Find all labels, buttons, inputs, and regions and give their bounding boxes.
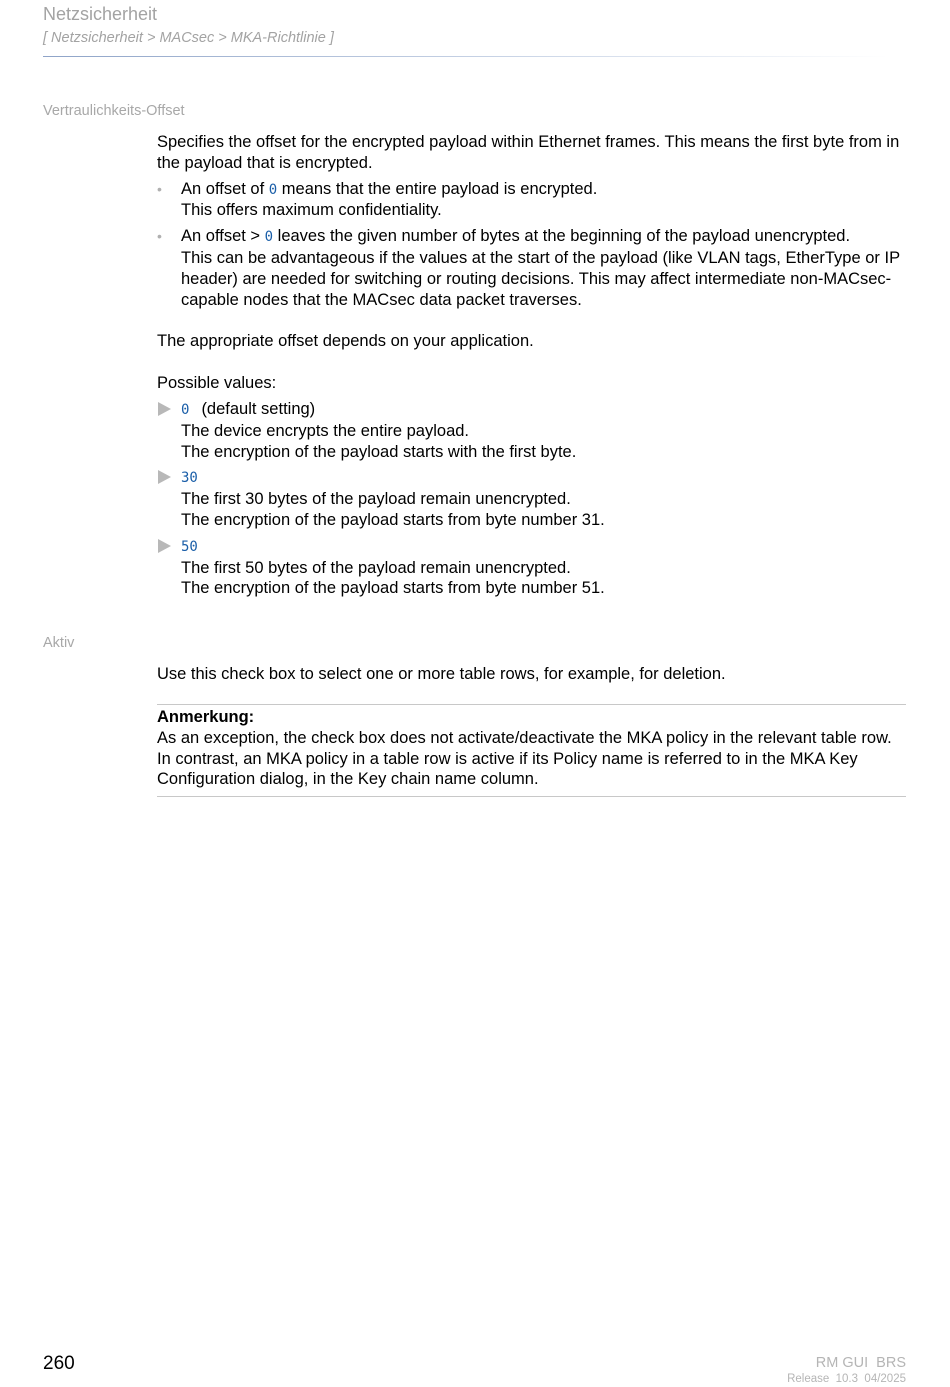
list-item: • An offset > 0 leaves the given number of bytes at the beginning of the payload unencrypted. This can be advantageous if the values at the start of the payload (like VLAN tags, EtherType or IP header) are needed for switching or routing decisions. This may affect intermediate non-MACsec-capable nodes that the MACsec data packet traverses. — [157, 226, 907, 310]
header-divider — [43, 56, 888, 57]
possible-values-list — [157, 399, 907, 599]
note-box — [157, 704, 906, 797]
note-line: As an exception, the check box does not activate/deactivate the MKA policy in the relevant table row. — [157, 728, 892, 747]
note-title: Anmerkung: — [157, 708, 255, 726]
value-code: 0 — [181, 401, 190, 418]
value-suffix: (default setting) — [201, 399, 316, 418]
breadcrumb: [ Netzsicherheit > MACsec > MKA-Richtlinie ] — [43, 30, 334, 46]
value-item: 0 (default setting) The device encrypts the entire payload. The encryption of the payload starts with the first byte. — [157, 399, 907, 462]
offset-description — [157, 132, 907, 604]
triangle-bullet-icon — [158, 402, 171, 416]
offset-bullet-list — [157, 179, 907, 311]
code-value: 0 — [264, 229, 274, 246]
footer-info — [787, 1355, 906, 1387]
param-label-active: Aktiv — [43, 635, 75, 651]
active-text: Use this check box to select one or more table rows, for example, for deletion. — [157, 665, 726, 683]
possible-values-label: Possible values: — [157, 374, 277, 393]
application-note: The appropriate offset depends on your application. — [157, 332, 534, 351]
value-code: 30 — [181, 470, 198, 487]
note-line: In contrast, an MKA policy in a table row is active if its Policy name is referred to in the MKA Key Configuration dialog, in the Key chain name column. — [157, 749, 858, 789]
list-item: • An offset of 0 means that the entire payload is encrypted. This offers maximum confidentiality. — [157, 179, 907, 222]
page-number: 260 — [43, 1353, 75, 1374]
page-header — [43, 3, 906, 49]
value-code: 50 — [181, 538, 198, 555]
offset-intro: Specifies the offset for the encrypted payload within Ethernet frames. This means the first byte from in the payload that is encrypted. — [157, 133, 900, 172]
footer-doc: RM GUI BRS — [815, 1355, 906, 1371]
triangle-bullet-icon — [158, 470, 171, 484]
param-label-offset: Vertraulichkeits-Offset — [43, 103, 185, 119]
value-item: 30 The first 30 bytes of the payload remain unencrypted. The encryption of the payload starts from byte number 31. — [157, 467, 907, 530]
header-title: Netzsicherheit — [43, 4, 158, 24]
triangle-bullet-icon — [158, 539, 171, 553]
footer-release: Release 10.3 04/2025 — [787, 1373, 906, 1385]
value-item: 50 The first 50 bytes of the payload remain unencrypted. The encryption of the payload starts from byte number 51. — [157, 536, 907, 599]
active-description — [157, 664, 907, 685]
code-value: 0 — [268, 181, 278, 198]
